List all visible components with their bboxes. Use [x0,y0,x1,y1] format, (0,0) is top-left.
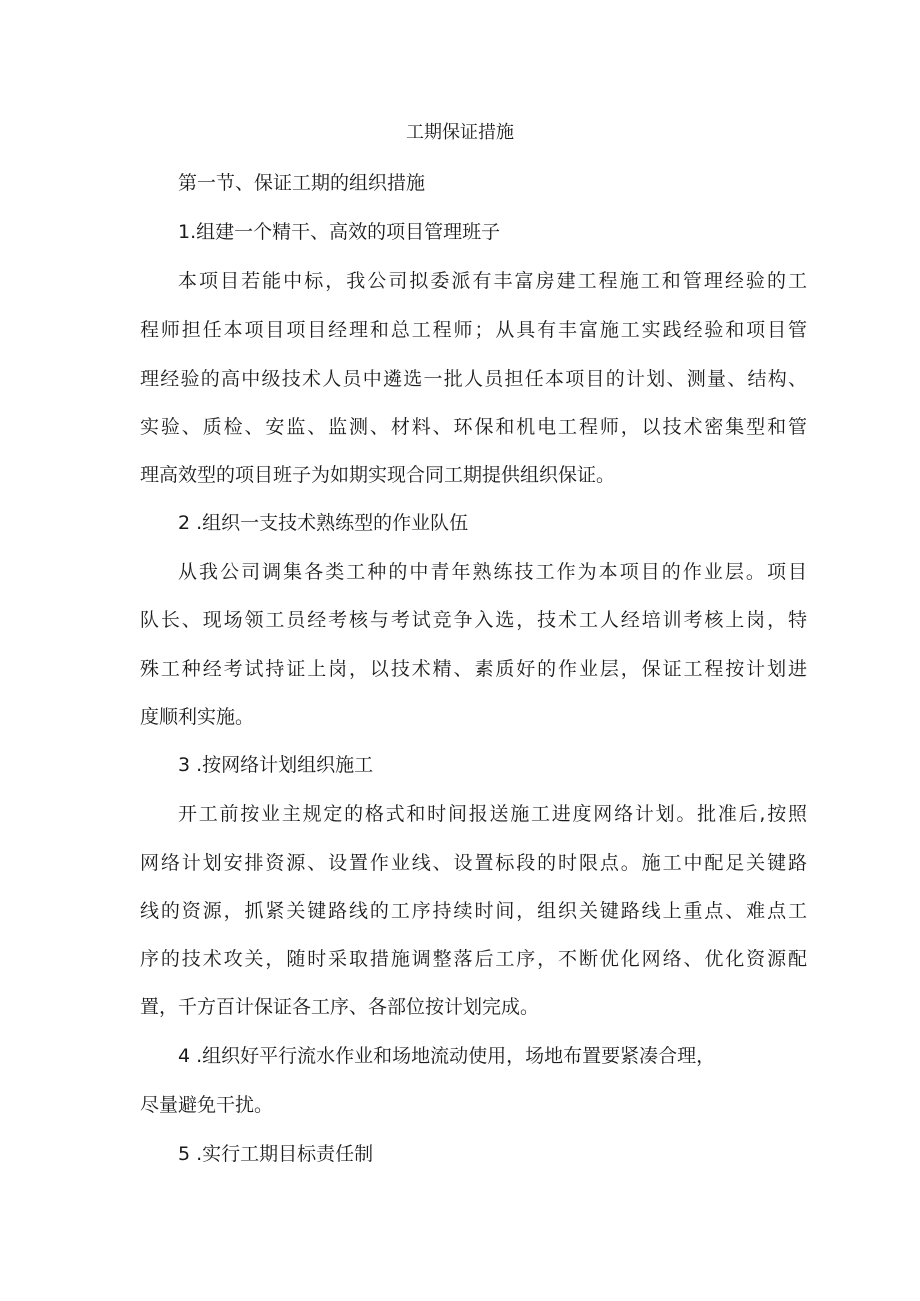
section-heading: 第一节、保证工期的组织措施 [178,172,426,194]
item-3-line-5: 置，千方百计保证各工序、各部位按计划完成。 [140,996,540,1018]
item-3-line-4: 序的技术攻关，随时采取措施调整落后工序，不断优化网络、优化资源配 [140,948,807,970]
item-4-line-1: 尽量避免干扰。 [140,1094,274,1116]
item-1-line-3: 理经验的高中级技术人员中遴选一批人员担任本项目的计划、测量、结构、 [140,368,807,390]
item-1-line-5: 理高效型的项目班子为如期实现合同工期提供组织保证。 [140,464,616,486]
item-3-line-3: 线的资源，抓紧关键路线的工序持续时间，组织关键路线上重点、难点工 [140,900,807,922]
item-1-line-1: 本项目若能中标，我公司拟委派有丰富房建工程施工和管理经验的工 [178,270,807,292]
item-3-heading: 3 .按网络计划组织施工 [178,754,374,776]
item-2-line-4: 度顺利实施。 [140,706,255,728]
item-2-line-2: 队长、现场领工员经考核与考试竞争入选，技术工人经培训考核上岗，特 [140,609,807,631]
item-3-line-2: 网络计划安排资源、设置作业线、设置标段的时限点。施工中配足关键路 [140,852,807,874]
document-title: 工期保证措施 [406,122,514,143]
item-1-heading: 1.组建一个精干、高效的项目管理班子 [178,221,501,243]
item-4-heading: 4 .组织好平行流水作业和场地流动使用，场地布置要紧凑合理， [178,1045,716,1067]
item-5-heading: 5 .实行工期目标责任制 [178,1143,374,1165]
item-2-line-3: 殊工种经考试持证上岗，以技术精、素质好的作业层，保证工程按计划进 [140,658,807,680]
item-1-line-4: 实验、质检、安监、监测、材料、环保和机电工程师，以技术密集型和管 [140,416,807,438]
item-3-line-1: 开工前按业主规定的格式和时间报送施工进度网络计划。批准后,按照 [178,803,807,825]
item-2-line-1: 从我公司调集各类工种的中青年熟练技工作为本项目的作业层。项目 [178,561,807,583]
item-1-line-2: 程师担任本项目项目经理和总工程师；从具有丰富施工实践经验和项目管 [140,319,807,341]
item-2-heading: 2 .组织一支技术熟练型的作业队伍 [178,512,469,534]
